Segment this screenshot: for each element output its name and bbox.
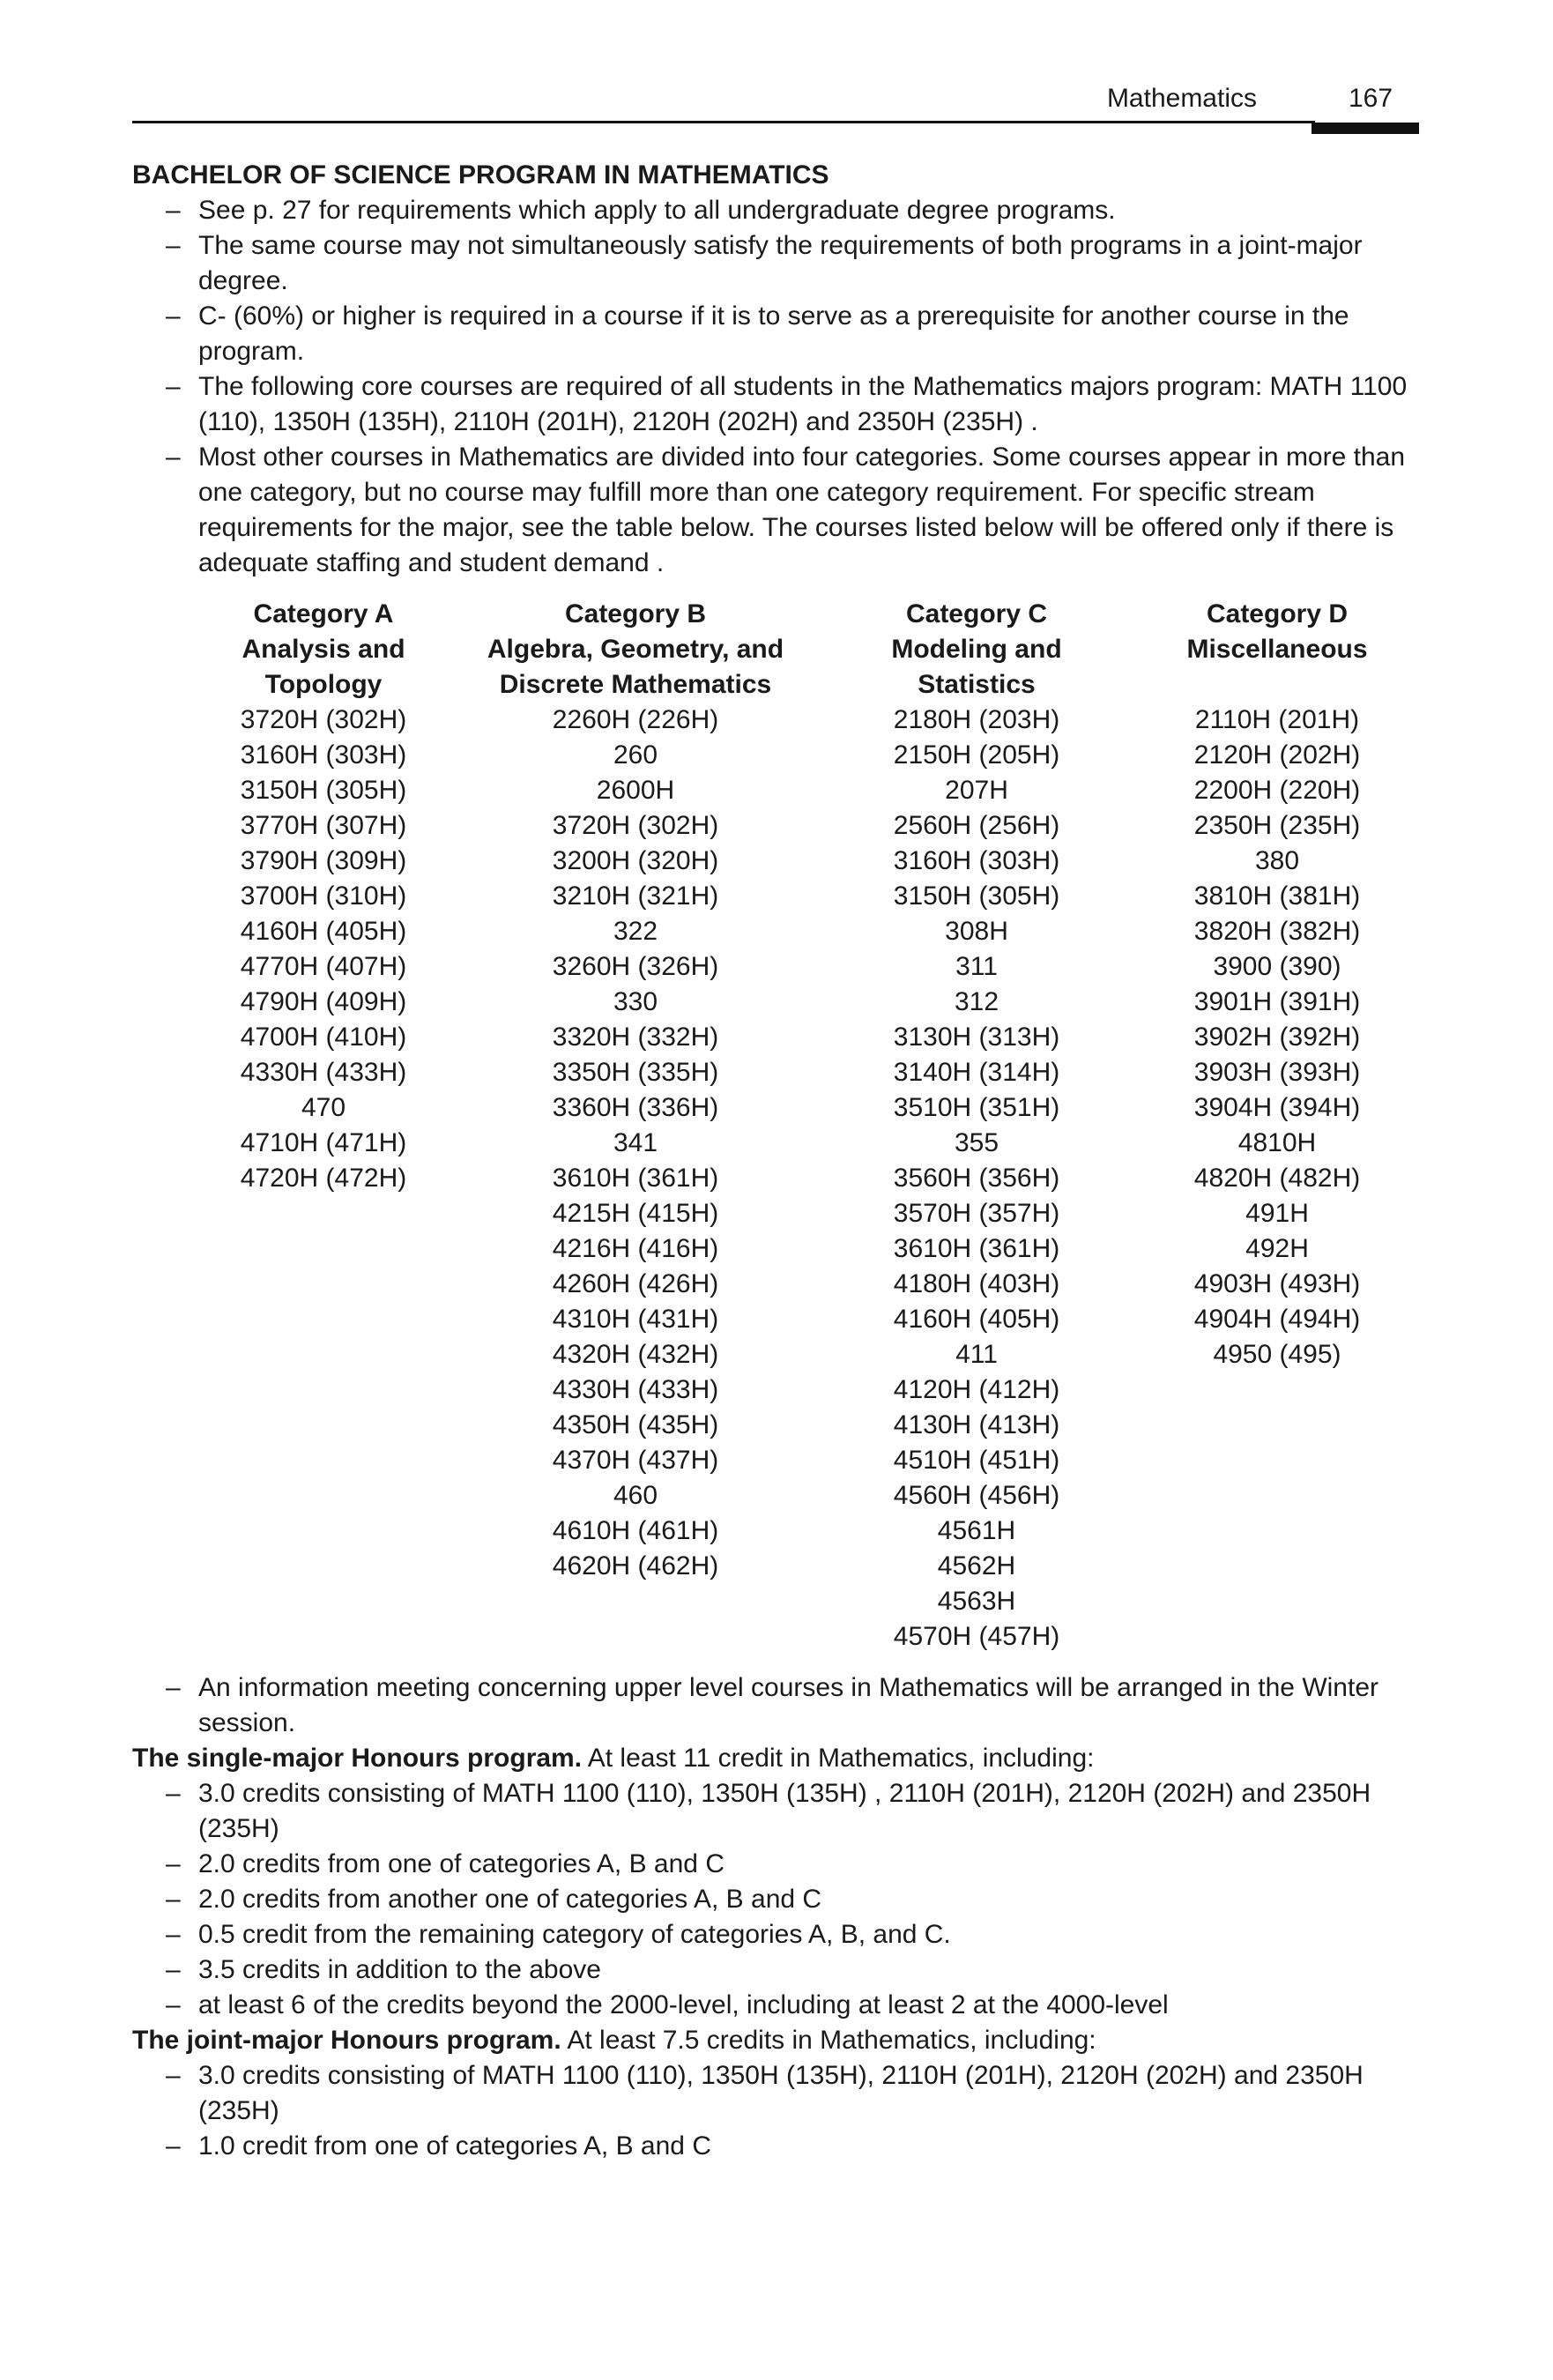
- course-code: 3904H (394H): [1193, 1093, 1361, 1122]
- course-code: 260: [613, 740, 658, 770]
- joint-major-paragraph: [132, 2023, 1419, 2058]
- list-item: – The following core courses are required of all students in the Mathematics majors program: MATH 1100 (110), 1350H (135H), 2110H (201H), 2120H (202H) and 2350H (235H) .: [132, 369, 1419, 440]
- course-code: 3320H (332H): [552, 1023, 719, 1052]
- category-a-header: [180, 597, 467, 703]
- list-item: – 2.0 credits from one of categories A, B and C: [132, 1847, 1419, 1882]
- category-subtitle: Modeling and Statistics: [891, 635, 1062, 699]
- course-code: 2150H (205H): [893, 740, 1060, 770]
- category-subtitle: Analysis and Topology: [241, 635, 405, 699]
- category-d-courses: [1149, 703, 1405, 1655]
- single-major-list: [132, 1776, 1419, 2023]
- course-code: 3560H (356H): [893, 1164, 1060, 1193]
- category-title: Category C: [905, 599, 1048, 628]
- course-code: 3510H (351H): [893, 1093, 1060, 1122]
- course-code: 3160H (303H): [240, 740, 407, 770]
- list-item: – See p. 27 for requirements which apply to all undergraduate degree programs.: [132, 193, 1419, 228]
- course-code: 4950 (495): [1213, 1340, 1341, 1369]
- course-code: 4790H (409H): [240, 987, 407, 1016]
- course-code: 4215H (415H): [552, 1199, 719, 1228]
- joint-major-text: At least 7.5 credits in Mathematics, including:: [561, 2026, 1096, 2055]
- course-code: 492H: [1245, 1234, 1309, 1263]
- course-code: 3360H (336H): [552, 1093, 719, 1122]
- course-code: 4310H (431H): [552, 1305, 719, 1334]
- course-code: 3900 (390): [1213, 952, 1341, 981]
- course-code: 4561H: [937, 1516, 1016, 1545]
- course-code: 3150H (305H): [893, 881, 1060, 911]
- course-code: 4903H (493H): [1193, 1269, 1361, 1298]
- course-code: 4820H (482H): [1193, 1164, 1361, 1193]
- list-item: – C- (60%) or higher is required in a course if it is to serve as a prerequisite for another course in the program.: [132, 299, 1419, 369]
- course-code: 3200H (320H): [552, 846, 719, 875]
- single-major-paragraph: [132, 1741, 1419, 1776]
- course-code: 3140H (314H): [893, 1058, 1060, 1087]
- course-code: 4610H (461H): [552, 1516, 719, 1545]
- list-item: – 2.0 credits from another one of categories A, B and C: [132, 1882, 1419, 1917]
- header-rule: [132, 121, 1315, 123]
- course-code: 4570H (457H): [893, 1622, 1060, 1651]
- course-code: 4260H (426H): [552, 1269, 719, 1298]
- course-code: 3810H (381H): [1193, 881, 1361, 911]
- course-code: 4904H (494H): [1193, 1305, 1361, 1334]
- course-code: 4810H: [1237, 1128, 1317, 1157]
- course-code: 3903H (393H): [1193, 1058, 1361, 1087]
- course-code: 4160H (405H): [893, 1305, 1060, 1334]
- course-code: 3820H (382H): [1193, 917, 1361, 946]
- course-code: 4160H (405H): [240, 917, 407, 946]
- course-code: 322: [613, 917, 658, 946]
- course-code: 3130H (313H): [893, 1023, 1060, 1052]
- course-code: 3260H (326H): [552, 952, 719, 981]
- page-body: [132, 158, 1419, 2164]
- category-d-header: [1149, 597, 1405, 703]
- list-item: – The same course may not simultaneously satisfy the requirements of both programs in a joint-major degree.: [132, 228, 1419, 299]
- course-code: 341: [613, 1128, 658, 1157]
- joint-major-lead: The joint-major Honours program.: [132, 2026, 561, 2055]
- course-code: 4620H (462H): [552, 1551, 719, 1580]
- category-table: [180, 597, 1405, 1655]
- course-code: 2200H (220H): [1193, 776, 1361, 805]
- single-major-lead: The single-major Honours program.: [132, 1744, 583, 1773]
- list-item: – 1.0 credit from one of categories A, B and C: [132, 2129, 1419, 2164]
- course-code: 4130H (413H): [893, 1410, 1060, 1439]
- category-c-header: [804, 597, 1149, 703]
- course-code: 4710H (471H): [240, 1128, 407, 1157]
- course-code: 2260H (226H): [552, 705, 719, 734]
- info-list: [132, 1670, 1419, 1741]
- category-title: Category D: [1206, 599, 1349, 628]
- course-code: 4560H (456H): [893, 1481, 1060, 1510]
- course-code: 491H: [1245, 1199, 1309, 1228]
- list-item: – 3.0 credits consisting of MATH 1100 (110), 1350H (135H) , 2110H (201H), 2120H (202H) and 2350H (235H): [132, 1776, 1419, 1847]
- list-item: – An information meeting concerning upper level courses in Mathematics will be arranged in the Winter session.: [132, 1670, 1419, 1741]
- course-code: 4563H: [937, 1587, 1016, 1616]
- course-code: 2180H (203H): [893, 705, 1060, 734]
- course-code: 2560H (256H): [893, 811, 1060, 840]
- page-number: 167: [1348, 84, 1393, 113]
- category-title: Category A: [253, 599, 394, 628]
- course-code: 3160H (303H): [893, 846, 1060, 875]
- section-title: Mathematics: [1106, 84, 1257, 113]
- course-code: 3210H (321H): [552, 881, 719, 911]
- category-title: Category B: [564, 599, 707, 628]
- program-heading: BACHELOR OF SCIENCE PROGRAM IN MATHEMATICS: [132, 160, 829, 190]
- running-header: [132, 78, 1419, 116]
- course-code: 411: [955, 1340, 998, 1369]
- course-code: 3610H (361H): [552, 1164, 719, 1193]
- course-code: 2120H (202H): [1193, 740, 1361, 770]
- course-code: 4510H (451H): [893, 1446, 1060, 1475]
- course-code: 4120H (412H): [893, 1375, 1060, 1404]
- course-code: 4320H (432H): [552, 1340, 719, 1369]
- course-code: 4770H (407H): [240, 952, 407, 981]
- course-code: 4330H (433H): [240, 1058, 407, 1087]
- course-code: 330: [613, 987, 658, 1016]
- course-code: 3720H (302H): [552, 811, 719, 840]
- course-code: 3570H (357H): [893, 1199, 1060, 1228]
- course-code: 4180H (403H): [893, 1269, 1060, 1298]
- list-item: – 3.0 credits consisting of MATH 1100 (110), 1350H (135H), 2110H (201H), 2120H (202H) and 2350H (235H): [132, 2058, 1419, 2129]
- course-code: 4700H (410H): [240, 1023, 407, 1052]
- course-code: 4330H (433H): [552, 1375, 719, 1404]
- joint-major-list: [132, 2058, 1419, 2164]
- category-b-courses: [467, 703, 804, 1655]
- course-code: 3720H (302H): [240, 705, 407, 734]
- course-code: 3790H (309H): [240, 846, 407, 875]
- course-code: 308H: [945, 917, 1008, 946]
- category-b-header: [467, 597, 804, 703]
- list-item: – Most other courses in Mathematics are divided into four categories. Some courses appear in more than one category, but no course may fulfill more than one category requirement. For specific stream requirements for the major, see the table below. The courses listed below will be offered only if there is adequate staffing and student demand .: [132, 440, 1419, 581]
- course-code: 3902H (392H): [1193, 1023, 1361, 1052]
- course-code: 3610H (361H): [893, 1234, 1060, 1263]
- course-code: 4216H (416H): [552, 1234, 719, 1263]
- course-code: 460: [613, 1481, 658, 1510]
- course-code: 3901H (391H): [1193, 987, 1361, 1016]
- header-rule-accent: [1312, 123, 1419, 134]
- category-c-courses: [804, 703, 1149, 1655]
- course-code: 3350H (335H): [552, 1058, 719, 1087]
- course-code: 3770H (307H): [240, 811, 407, 840]
- course-code: 4350H (435H): [552, 1410, 719, 1439]
- course-code: 311: [955, 952, 998, 981]
- course-code: 380: [1254, 846, 1300, 875]
- course-code: 3150H (305H): [240, 776, 407, 805]
- category-subtitle: Algebra, Geometry, and Discrete Mathematics: [487, 635, 784, 699]
- category-a-courses: [180, 703, 467, 1655]
- category-subtitle: Miscellaneous: [1186, 635, 1368, 664]
- list-item: – 3.5 credits in addition to the above: [132, 1952, 1419, 1988]
- list-item: – at least 6 of the credits beyond the 2000-level, including at least 2 at the 4000-level: [132, 1988, 1419, 2023]
- course-code: 2350H (235H): [1193, 811, 1361, 840]
- course-code: 2600H: [596, 776, 675, 805]
- course-code: 3700H (310H): [240, 881, 407, 911]
- course-code: 207H: [945, 776, 1008, 805]
- course-code: 2110H (201H): [1194, 705, 1360, 734]
- course-code: 4720H (472H): [240, 1164, 407, 1193]
- single-major-text: At least 11 credit in Mathematics, including:: [582, 1744, 1095, 1773]
- course-code: 4370H (437H): [552, 1446, 719, 1475]
- list-item: – 0.5 credit from the remaining category of categories A, B, and C.: [132, 1917, 1419, 1952]
- course-code: 4562H: [937, 1551, 1016, 1580]
- intro-list: [132, 193, 1419, 581]
- course-code: 355: [954, 1128, 999, 1157]
- course-code: 312: [954, 987, 999, 1016]
- course-code: 470: [301, 1093, 346, 1122]
